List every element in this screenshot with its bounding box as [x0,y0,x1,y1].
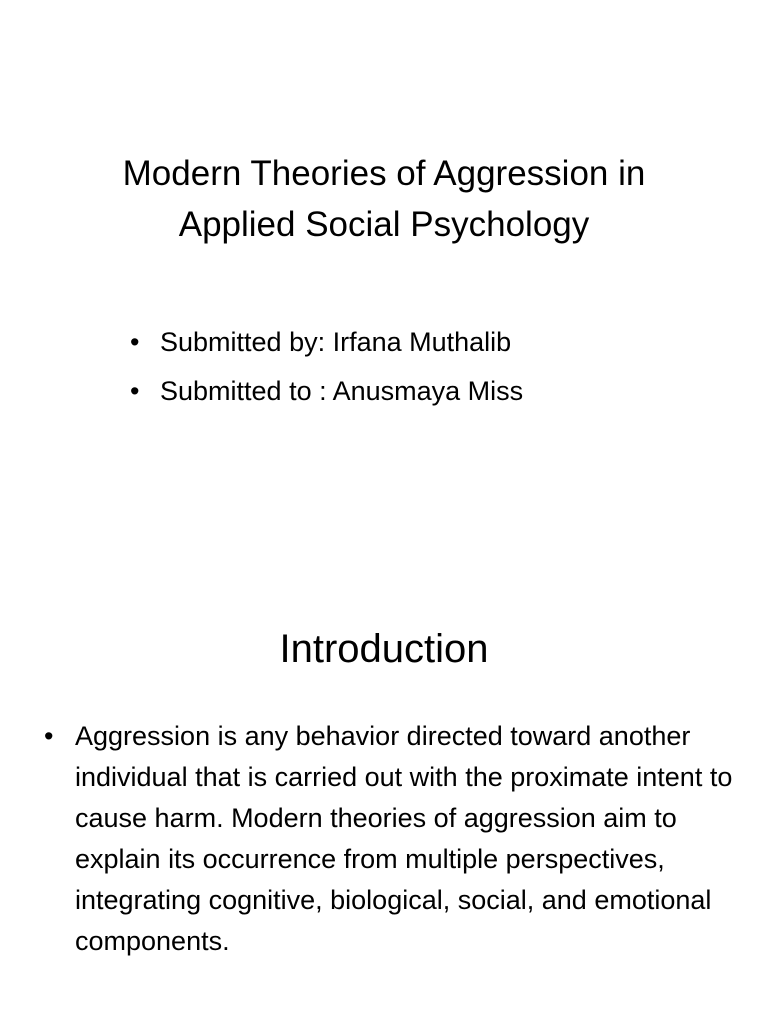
submitted-by-text: Submitted by: Irfana Muthalib [160,327,512,357]
presentation-title [40,148,728,250]
list-item [130,318,523,367]
title-line-1: Modern Theories of Aggression in [122,154,646,193]
submission-list [130,318,523,416]
bullet-icon: • [44,721,54,751]
list-item [44,716,734,962]
bullet-icon: • [130,376,140,406]
aggression-definition-text: Aggression is any behavior directed toward another individual that is carried out with the proximate intent to cause harm. Modern theories of aggression aim to explain its occurrence from multiple perspectives, integrating cognitive, biological, social, and emotional components. [75,721,733,956]
submitted-to-text: Submitted to : Anusmaya Miss [160,376,524,406]
introduction-list [44,716,734,962]
list-item [130,367,523,416]
slide-heading: Introduction [279,627,489,671]
title-line-2: Applied Social Psychology [178,205,590,244]
slide-introduction [0,576,768,1024]
bullet-icon: • [130,327,140,357]
